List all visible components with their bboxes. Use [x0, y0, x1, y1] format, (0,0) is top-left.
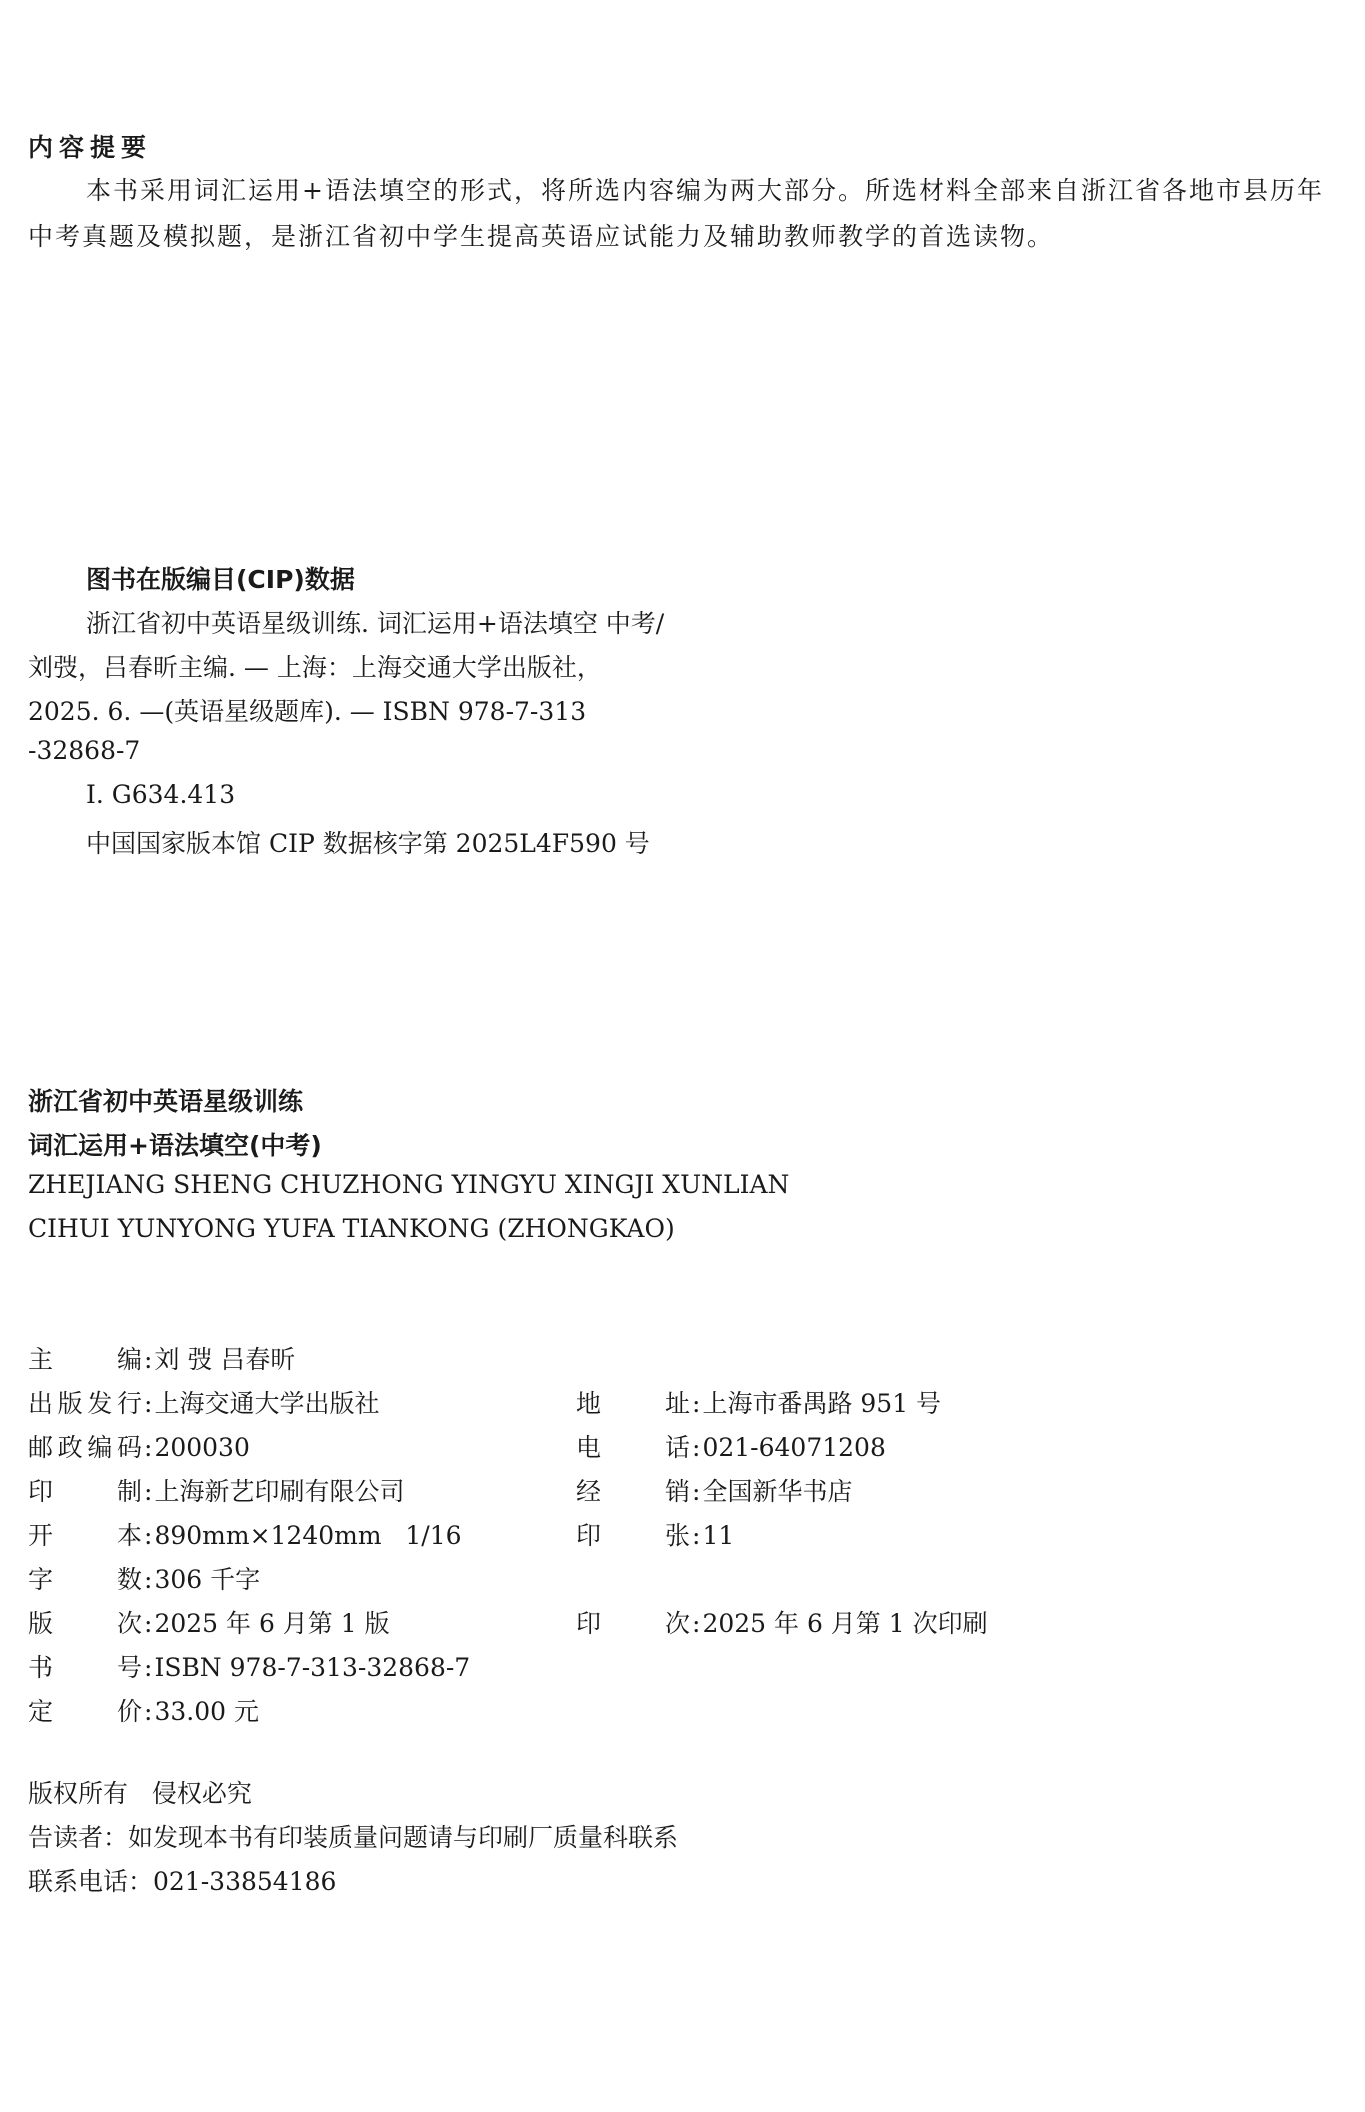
info-publisher: 出版发行:上海交通大学出版社	[28, 1384, 379, 1420]
info-label: 主 编	[28, 1345, 142, 1374]
summary-title: 内容提要	[28, 133, 153, 162]
info-address: 地 址:上海市番禺路 951 号	[576, 1384, 941, 1420]
info-words: 字 数:306 千字	[28, 1560, 260, 1596]
info-label: 邮政编码	[28, 1433, 142, 1462]
info-value: ISBN 978-7-313-32868-7	[154, 1653, 471, 1682]
book-title-cn: 浙江省初中英语星级训练	[28, 1087, 304, 1116]
info-label: 电 话	[576, 1433, 690, 1462]
info-value: 33.00 元	[154, 1697, 259, 1726]
info-label: 经 销	[576, 1477, 690, 1506]
info-label: 版 次	[28, 1609, 142, 1638]
info-edition: 版 次:2025 年 6 月第 1 版	[28, 1604, 390, 1640]
info-value: 306 千字	[154, 1565, 261, 1594]
cip-line: 刘弢，吕春昕主编. — 上海：上海交通大学出版社，	[28, 653, 602, 682]
info-postcode: 邮政编码:200030	[28, 1428, 250, 1464]
cip-title: 图书在版编目(CIP)数据	[86, 565, 355, 594]
book-title-en: ZHEJIANG SHENG CHUZHONG YINGYU XINGJI XUNLIAN	[28, 1170, 790, 1199]
cip-line: 2025. 6. —(英语星级题库). — ISBN 978-7-313	[28, 697, 587, 726]
info-value: 刘 弢 吕春昕	[154, 1345, 296, 1374]
info-label: 印 次	[576, 1609, 690, 1638]
summary-body	[28, 168, 1328, 260]
info-value: 11	[702, 1521, 735, 1550]
cip-line: 浙江省初中英语星级训练. 词汇运用+语法填空 中考/	[86, 609, 665, 638]
book-subtitle-cn: 词汇运用+语法填空(中考)	[28, 1131, 322, 1160]
info-phone: 电 话:021-64071208	[576, 1428, 886, 1464]
info-printing: 印 次:2025 年 6 月第 1 次印刷	[576, 1604, 988, 1640]
contact-phone: 联系电话：021-33854186	[28, 1867, 337, 1896]
info-value: 全国新华书店	[702, 1477, 853, 1506]
rights-notice: 版权所有 侵权必究	[28, 1779, 252, 1808]
info-editor: 主 编:刘 弢 吕春昕	[28, 1340, 295, 1376]
book-subtitle-en: CIHUI YUNYONG YUFA TIANKONG (ZHONGKAO)	[28, 1214, 675, 1243]
info-printer: 印 制:上海新艺印刷有限公司	[28, 1472, 404, 1508]
info-value: 上海交通大学出版社	[154, 1389, 380, 1418]
info-value: 2025 年 6 月第 1 次印刷	[702, 1609, 988, 1638]
info-label: 字 数	[28, 1565, 142, 1594]
info-format: 开 本:890mm×1240mm 1/16	[28, 1516, 462, 1552]
info-label: 书 号	[28, 1653, 142, 1682]
reader-notice: 告读者：如发现本书有印装质量问题请与印刷厂质量科联系	[28, 1823, 679, 1852]
info-value: 890mm×1240mm 1/16	[154, 1521, 462, 1550]
cip-line: 中国国家版本馆 CIP 数据核字第 2025L4F590 号	[86, 829, 650, 858]
info-isbn: 书 号:ISBN 978-7-313-32868-7	[28, 1648, 470, 1684]
info-value: 200030	[154, 1433, 250, 1462]
info-sheets: 印 张:11	[576, 1516, 734, 1552]
info-label: 印 张	[576, 1521, 690, 1550]
info-value: 021-64071208	[702, 1433, 886, 1462]
info-value: 上海市番禺路 951 号	[702, 1389, 942, 1418]
info-label: 印 制	[28, 1477, 142, 1506]
info-distributor: 经 销:全国新华书店	[576, 1472, 852, 1508]
info-label: 定 价	[28, 1697, 142, 1726]
info-price: 定 价:33.00 元	[28, 1692, 259, 1728]
info-label: 开 本	[28, 1521, 142, 1550]
info-label: 地 址	[576, 1389, 690, 1418]
info-value: 2025 年 6 月第 1 版	[154, 1609, 390, 1638]
cip-line: -32868-7	[28, 736, 141, 765]
cip-line: Ⅰ. G634.413	[86, 780, 236, 809]
info-label: 出版发行	[28, 1389, 142, 1418]
summary-text: 本书采用词汇运用+语法填空的形式，将所选内容编为两大部分。所选材料全部来自浙江省各地市县历年中考真题及模拟题，是浙江省初中学生提高英语应试能力及辅助教师教学的首选读物。	[28, 176, 1324, 251]
info-value: 上海新艺印刷有限公司	[154, 1477, 405, 1506]
